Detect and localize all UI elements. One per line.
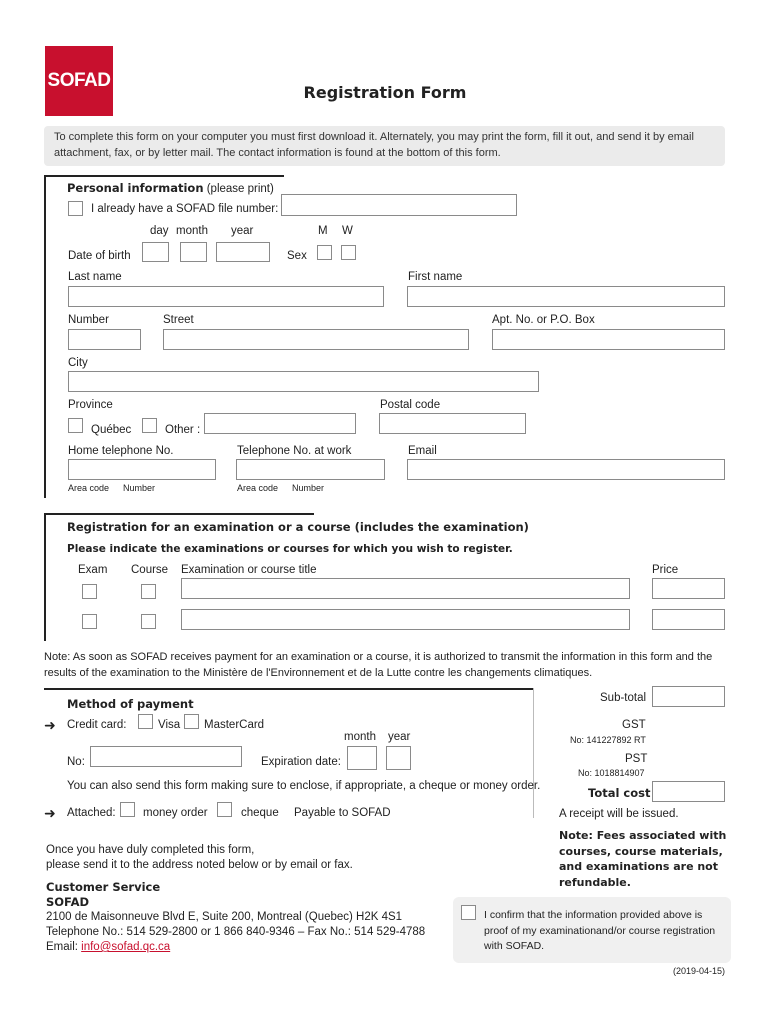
apt-label: Apt. No. or P.O. Box <box>492 314 595 326</box>
exam-checkbox-2[interactable] <box>82 614 97 629</box>
gst-field[interactable] <box>652 722 725 743</box>
total-cost-field[interactable] <box>652 781 725 802</box>
gst-label: GST <box>622 719 646 731</box>
contact-line-1: Once you have duly completed this form, <box>46 844 255 856</box>
payment-heading: Method of payment <box>67 697 194 711</box>
visa-label: Visa <box>158 719 181 731</box>
cheque-checkbox[interactable] <box>217 802 232 817</box>
year-label: year <box>231 225 254 237</box>
note-text: Note: As soon as SOFAD receives payment for an examination or a course, it is authorized to transmit the information in this form and the results of the examination to the Ministère de l'Environnement et de la Lutte contre les changements climatiques. <box>44 651 713 679</box>
registration-heading: Registration for an examination or a course (includes the examination) <box>67 520 529 534</box>
quebec-checkbox[interactable] <box>68 418 83 433</box>
last-name-label: Last name <box>68 271 122 283</box>
card-number-field[interactable] <box>90 746 242 767</box>
file-number-field[interactable] <box>281 194 517 216</box>
sex-m-label: M <box>318 225 328 237</box>
exam-checkbox-1[interactable] <box>82 584 97 599</box>
payable-label: Payable to SOFAD <box>294 807 391 819</box>
total-cost-label: Total cost <box>588 786 651 800</box>
month-label: month <box>176 225 208 237</box>
exp-month-field[interactable] <box>347 746 377 770</box>
number-field[interactable] <box>68 329 141 350</box>
cheque-label: cheque <box>241 807 279 819</box>
money-order-checkbox[interactable] <box>120 802 135 817</box>
day-label: day <box>150 225 169 237</box>
last-name-field[interactable] <box>68 286 384 307</box>
birth-day-field[interactable] <box>142 242 169 262</box>
course-checkbox-2[interactable] <box>141 614 156 629</box>
address-text: 2100 de Maisonneuve Blvd E, Suite 200, Montreal (Quebec) H2K 4S1 <box>46 911 403 923</box>
price-column-label: Price <box>652 564 679 576</box>
sex-w-label: W <box>342 225 353 237</box>
receipt-text: A receipt will be issued. <box>559 808 679 820</box>
exp-month-label: month <box>344 731 376 743</box>
title-column-label: Examination or course title <box>181 564 317 576</box>
sex-w-checkbox[interactable] <box>341 245 356 260</box>
number-label: Number <box>68 314 109 326</box>
expiration-label: Expiration date: <box>261 756 341 768</box>
fees-note: Note: Fees associated with courses, course materials, and examinations are not refundable. <box>559 829 727 889</box>
org-label: SOFAD <box>46 895 90 909</box>
title-field-1[interactable] <box>181 578 630 599</box>
file-number-checkbox[interactable] <box>68 201 83 216</box>
work-tel-field[interactable] <box>236 459 385 480</box>
sex-label: Sex <box>287 250 307 262</box>
home-tel-label: Home telephone No. <box>68 445 174 457</box>
work-number-label: Number <box>292 483 325 493</box>
street-label: Street <box>163 314 194 326</box>
visa-checkbox[interactable] <box>138 714 153 729</box>
pst-label: PST <box>625 753 648 765</box>
confirm-checkbox[interactable] <box>461 905 476 920</box>
phones-text: Telephone No.: 514 529-2800 or 1 866 840-9346 – Fax No.: 514 529-4788 <box>46 926 426 938</box>
credit-card-label: Credit card: <box>67 719 127 731</box>
attached-label: Attached: <box>67 807 116 819</box>
customer-service-label: Customer Service <box>46 880 161 894</box>
work-tel-label: Telephone No. at work <box>237 445 352 457</box>
exp-year-field[interactable] <box>386 746 411 770</box>
payment-divider <box>533 688 534 818</box>
course-checkbox-1[interactable] <box>141 584 156 599</box>
date-of-birth-label: Date of birth <box>68 250 131 262</box>
other-province-label: Other : <box>165 424 201 436</box>
home-tel-field[interactable] <box>68 459 216 480</box>
sex-m-checkbox[interactable] <box>317 245 332 260</box>
arrow-right-icon: ➜ <box>44 717 56 733</box>
personal-heading: Personal information (please print) <box>67 181 274 195</box>
birth-month-field[interactable] <box>180 242 207 262</box>
pst-number: No: 1018814907 <box>578 768 645 778</box>
work-area-code-label: Area code <box>237 483 279 493</box>
other-province-field[interactable] <box>204 413 356 434</box>
gst-number: No: 141227892 RT <box>570 735 646 745</box>
quebec-label: Québec <box>91 424 132 436</box>
email-link[interactable]: info@sofad.qc.ca <box>81 941 171 953</box>
sofad-logo: SOFAD <box>45 46 113 116</box>
card-number-label: No: <box>67 756 85 768</box>
email-field[interactable] <box>407 459 725 480</box>
email-line: Email: info@sofad.qc.ca <box>46 941 171 953</box>
mastercard-label: MasterCard <box>204 719 265 731</box>
street-field[interactable] <box>163 329 469 350</box>
price-field-1[interactable] <box>652 578 725 599</box>
registration-subheading: Please indicate the examinations or courses for which you wish to register. <box>67 543 513 555</box>
form-date: (2019-04-15) <box>673 966 726 976</box>
birth-year-field[interactable] <box>216 242 270 262</box>
subtotal-field[interactable] <box>652 686 725 707</box>
exam-column-label: Exam <box>78 564 108 576</box>
file-number-label: I already have a SOFAD file number: <box>91 203 279 215</box>
intro-text: To complete this form on your computer you must first download it. Alternately, you may print the form, fill it out, and send it by email attachment, fax, or by letter mail. The contact information is found at the bottom of this form. <box>44 126 725 166</box>
also-send-text: You can also send this form making sure to enclose, if appropriate, a cheque or money order. <box>67 780 541 792</box>
home-area-code-label: Area code <box>68 483 110 493</box>
apt-field[interactable] <box>492 329 725 350</box>
first-name-field[interactable] <box>407 286 725 307</box>
arrow-right-icon: ➜ <box>44 805 56 821</box>
mastercard-checkbox[interactable] <box>184 714 199 729</box>
title-field-2[interactable] <box>181 609 630 630</box>
city-label: City <box>68 357 88 369</box>
confirm-text: I confirm that the information provided above is proof of my examinationand/or course registration with SOFAD. <box>484 909 716 952</box>
page-title: Registration Form <box>303 83 467 102</box>
subtotal-label: Sub-total <box>600 692 647 704</box>
postal-code-field[interactable] <box>379 413 526 434</box>
exp-year-label: year <box>388 731 411 743</box>
first-name-label: First name <box>408 271 463 283</box>
province-label: Province <box>68 399 113 411</box>
price-field-2[interactable] <box>652 609 725 630</box>
other-province-checkbox[interactable] <box>142 418 157 433</box>
course-column-label: Course <box>131 564 169 576</box>
contact-line-2: please send it to the address noted below or by email or fax. <box>46 859 353 871</box>
home-number-label: Number <box>123 483 156 493</box>
postal-code-label: Postal code <box>380 399 441 411</box>
city-field[interactable] <box>68 371 539 392</box>
money-order-label: money order <box>143 807 208 819</box>
email-label: Email <box>408 445 437 457</box>
